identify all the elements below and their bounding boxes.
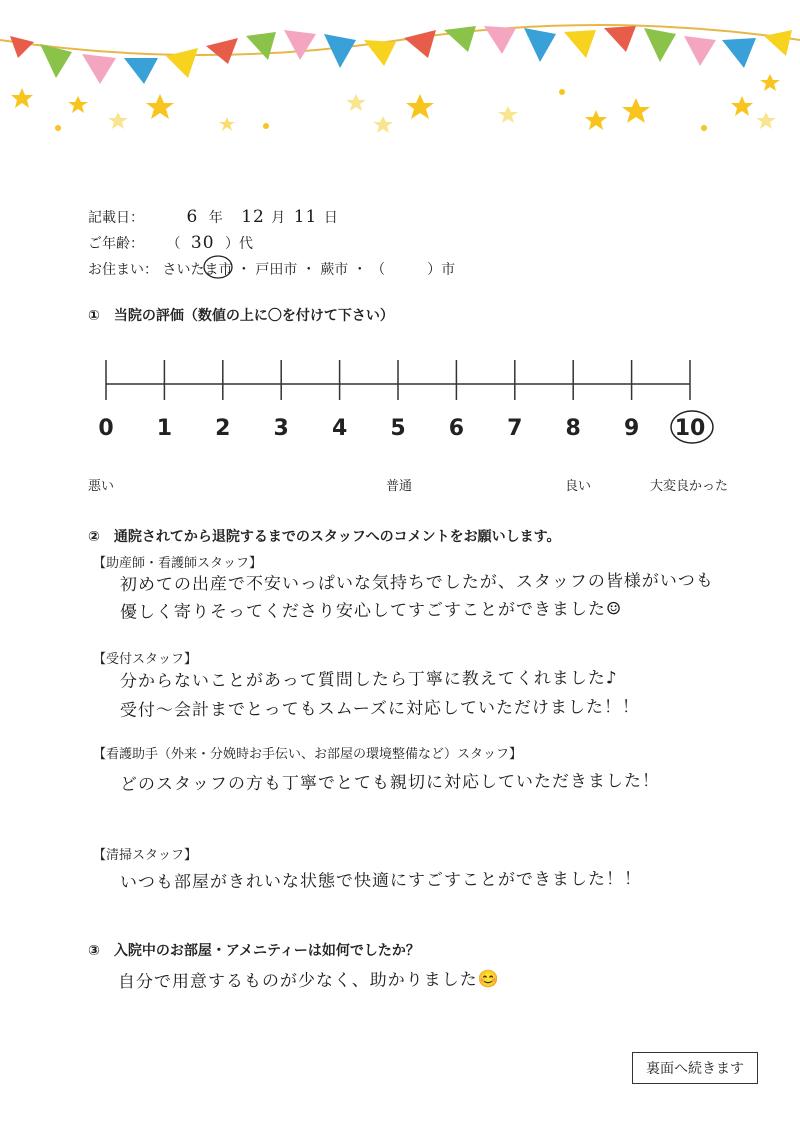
scale-number-8: 8	[565, 416, 581, 441]
rating-label-great: 大変良かった	[650, 479, 729, 494]
date-year-value: 6	[186, 207, 199, 227]
date-month-unit: 月	[271, 210, 286, 226]
staff-heading: ② 通院されてから退院するまでのスタッフへのコメントをお願いします。	[88, 529, 561, 545]
star-decorations	[11, 74, 780, 133]
rating-label-good: 良い	[565, 479, 592, 494]
reception-title: 【受付スタッフ】	[93, 652, 198, 667]
bunting-banner	[0, 0, 800, 150]
date-day-value: 11	[293, 207, 318, 227]
date-field	[88, 207, 338, 227]
cleaning-title: 【清掃スタッフ】	[93, 848, 198, 863]
midwife-title: 【助産師・看護師スタッフ】	[93, 556, 263, 571]
scale-number-10: 10	[674, 416, 706, 441]
date-label: 記載日：	[88, 210, 144, 226]
age-close: ）代	[225, 236, 253, 252]
age-field	[88, 233, 253, 253]
reception-comment-line1: 分からないことがあって質問したら丁寧に教えてくれました♪	[119, 668, 618, 692]
rating-label-normal: 普通	[386, 479, 413, 494]
midwife-comment-line1: 初めての出産で不安いっぱいな気持ちでしたが、スタッフの皆様がいつも	[119, 570, 714, 596]
scale-number-0: 0	[98, 416, 114, 441]
scale-number-6: 6	[448, 416, 465, 441]
assistant-title: 【看護助手（外来・分娩時お手伝い、お部屋の環境整備など）スタッフ】	[93, 747, 523, 762]
continue-on-back-note: 裏面へ続きます	[632, 1052, 758, 1084]
residence-options: さいたま市 ・ 戸田市 ・ 蕨市 ・ （ ）市	[162, 262, 456, 278]
rating-selected-circle	[671, 411, 713, 443]
rating-label-bad: 悪い	[88, 479, 115, 494]
cleaning-comment-line1: いつも部屋がきれいな状態で快適にすごすことができました！！	[119, 869, 643, 893]
age-label: ご年齢：	[88, 236, 144, 252]
age-value: 30	[190, 233, 215, 253]
assistant-comment-line1: どのスタッフの方も丁寧でとても親切に対応していただきました！	[119, 771, 661, 795]
residence-label: お住まい：	[88, 262, 158, 278]
residence-circle-mark	[198, 252, 238, 282]
scale-number-1: 1	[156, 416, 173, 441]
date-month-value: 12	[241, 207, 265, 227]
midwife-comment-line2: 優しく寄りそってくださり安心してすごすことができました☺	[119, 599, 623, 623]
scale-number-9: 9	[623, 416, 640, 441]
room-comment-line1: 自分で用意するものが少なく、助かりました😊	[117, 969, 500, 993]
scale-number-4: 4	[331, 416, 348, 441]
age-open: （	[166, 236, 181, 252]
date-day-unit: 日	[323, 210, 338, 226]
reception-comment-line2: 受付〜会計までとってもスムーズに対応していただけました！！	[119, 697, 641, 721]
date-year-unit: 年	[208, 210, 223, 226]
scale-number-5: 5	[390, 416, 406, 441]
rating-heading: ① 当院の評価（数値の上に〇を付けて下さい）	[88, 308, 394, 324]
room-heading: ③ 入院中のお部屋・アメニティーは如何でしたか？	[88, 943, 420, 959]
bunting-flags	[10, 26, 792, 84]
residence-field	[88, 259, 455, 279]
scale-number-3: 3	[273, 416, 289, 441]
scale-number-2: 2	[215, 416, 231, 441]
scale-number-7: 7	[507, 416, 523, 441]
